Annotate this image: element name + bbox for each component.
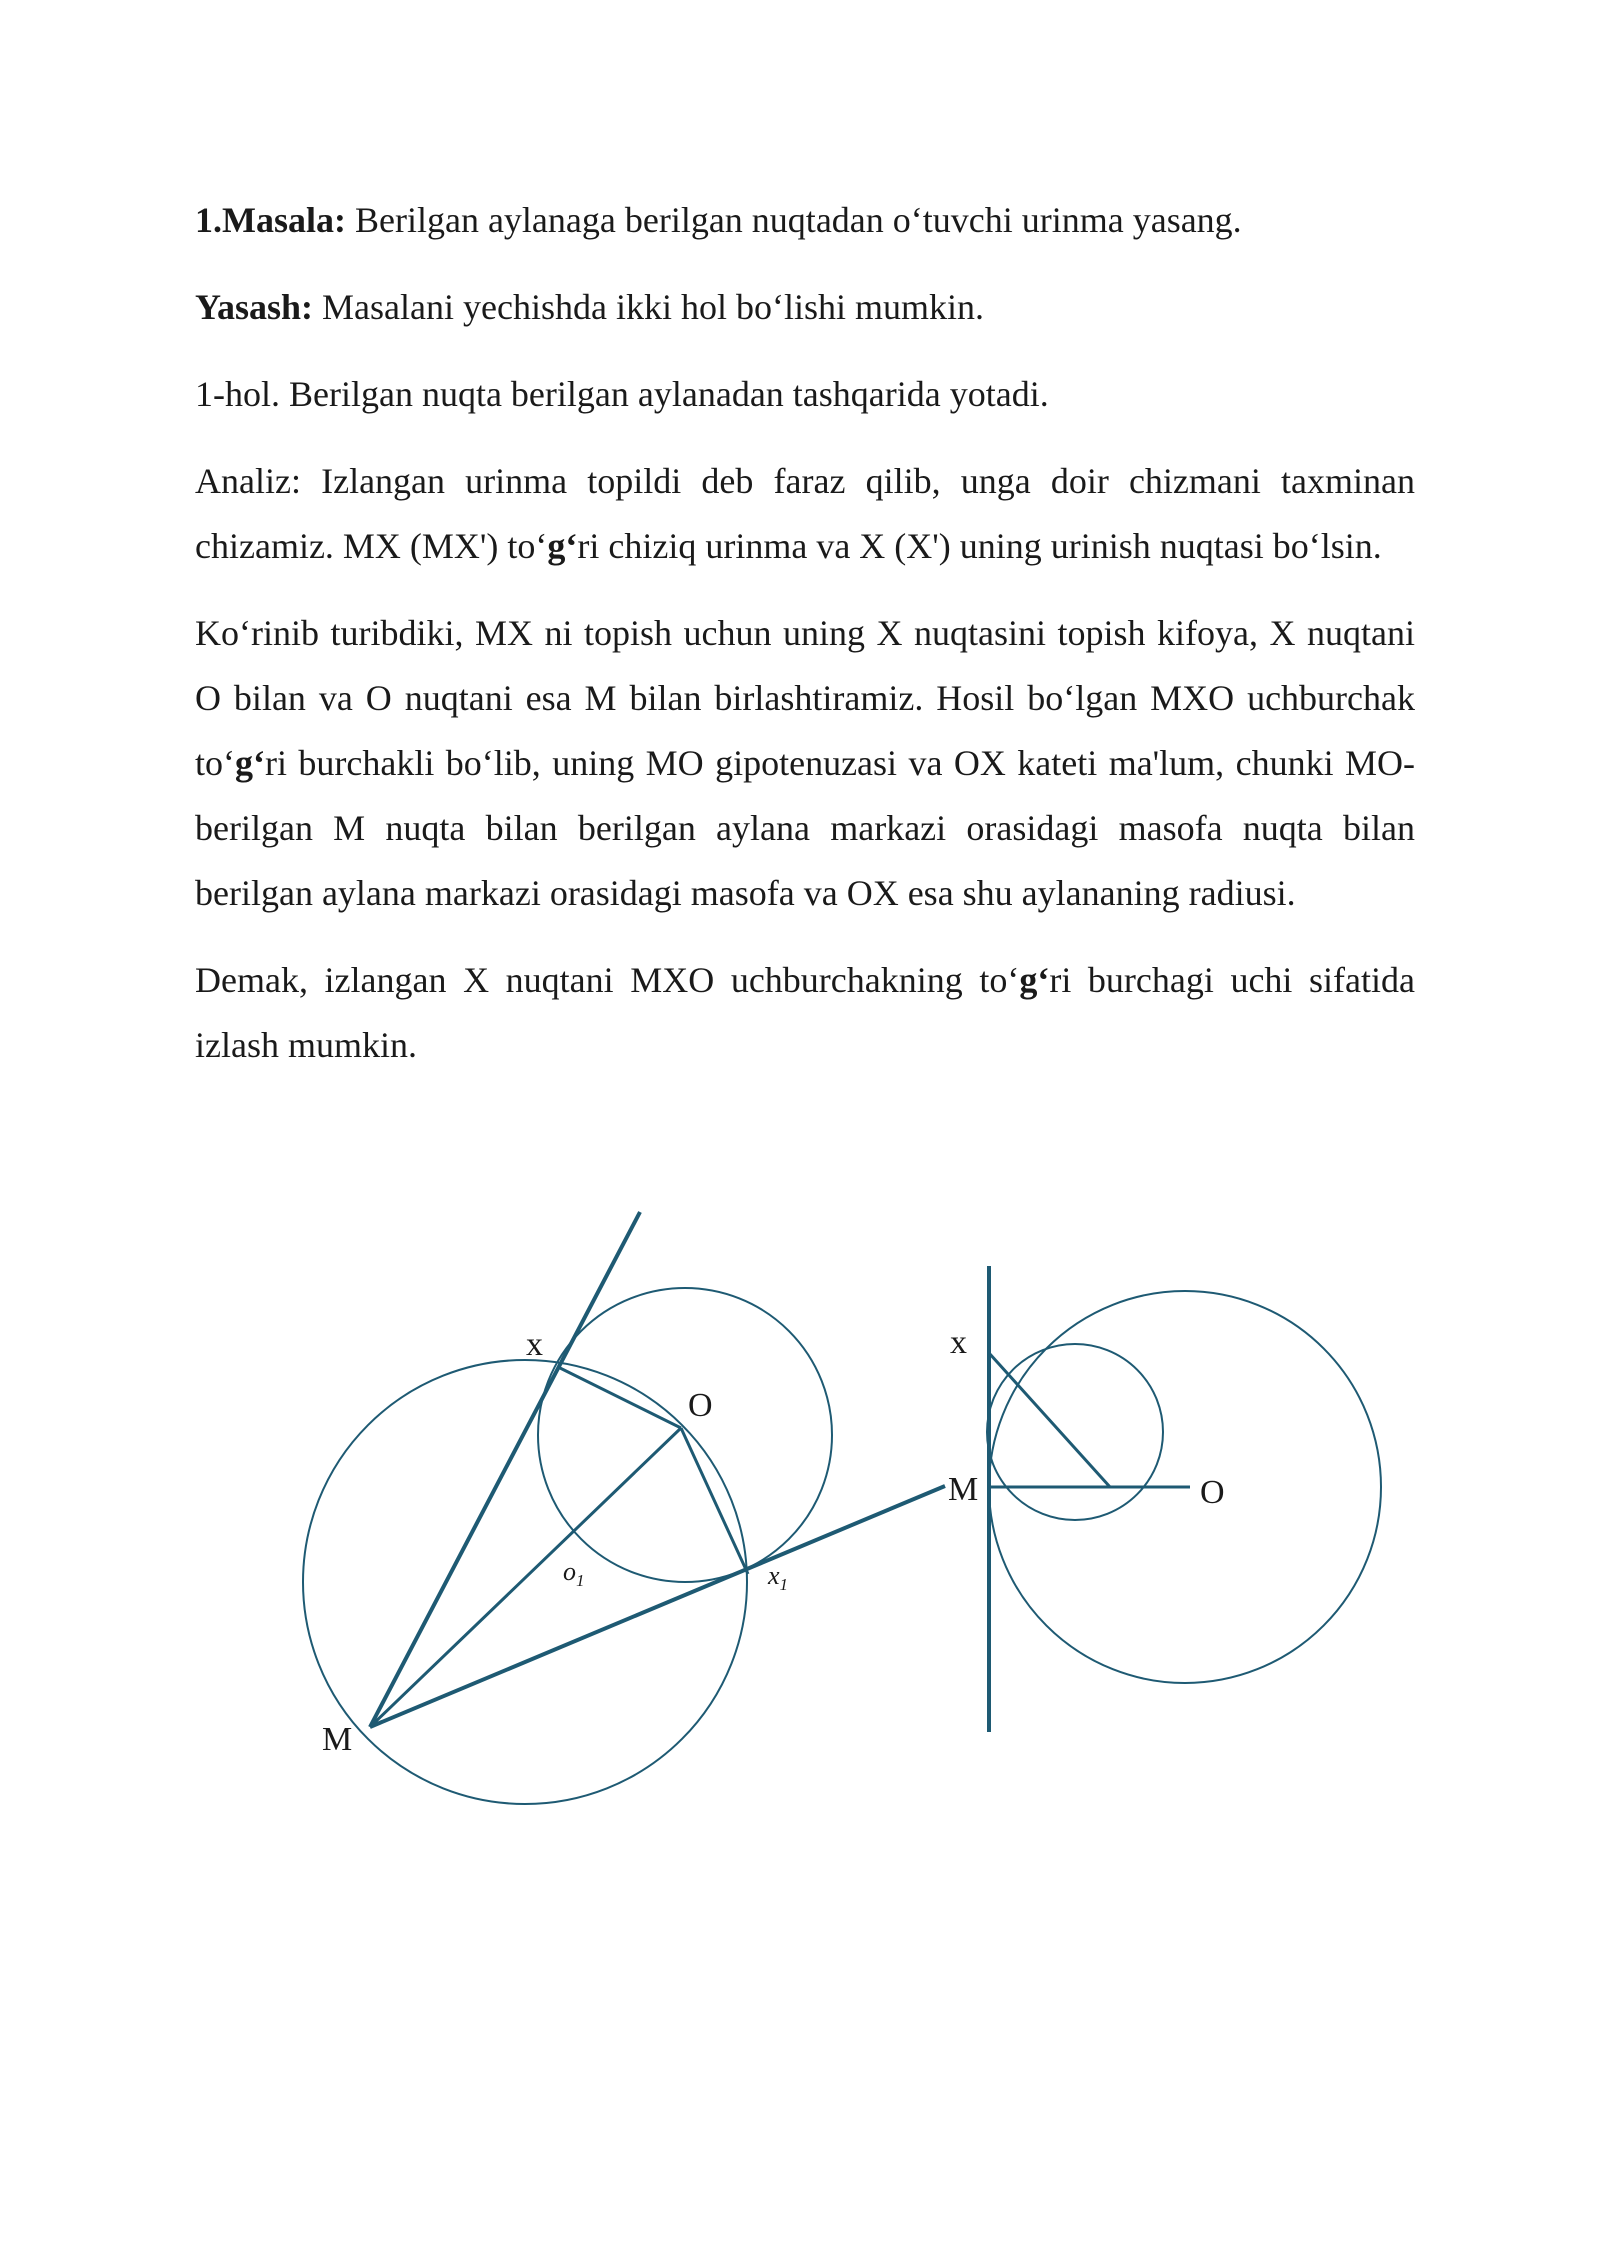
- right-label-m: M: [948, 1471, 979, 1508]
- paragraph-construction: [195, 275, 1415, 340]
- tangent-line-mx: [370, 1212, 640, 1727]
- problem-text: Berilgan aylanaga berilgan nuqtadan o‘tuvchi urinma yasang.: [345, 200, 1242, 240]
- paragraph-conclusion: Demak, izlangan X nuqtani MXO uchburchakning to‘g‘ri burchagi uchi sifatida izlash mumkin.: [195, 960, 1415, 1065]
- construction-label: Yasash:: [195, 287, 314, 327]
- label-x: x: [526, 1326, 543, 1363]
- case1-text: 1-hol. Berilgan nuqta berilgan aylanadan tashqarida yotadi.: [195, 374, 1049, 414]
- text-block: [195, 188, 1415, 1100]
- segment-mo: [370, 1428, 681, 1727]
- paragraph-explanation: Ko‘rinib turibdiki, MX ni topish uchun uning X nuqtasini topish kifoya, X nuqtani O bilan va O nuqtani esa M bilan birlashtiramiz. Hosil bo‘lgan MXO uchburchak to‘g‘ri burchakli bo‘lib, uning MO gipotenuzasi va OX kateti ma'lum, chunki MO- berilgan M nuqta bilan berilgan aylana markazi orasidagi masofa nuqta bilan berilgan aylana markazi orasidagi masofa va OX esa shu aylananing radiusi.: [195, 613, 1415, 913]
- label-m: M: [322, 1721, 353, 1758]
- segment-ox1: [681, 1428, 748, 1574]
- label-o1: $o_1$: [563, 1557, 585, 1590]
- segment-xo: [558, 1367, 681, 1428]
- paragraph-problem: [195, 188, 1415, 253]
- problem-label: 1.Masala:: [195, 200, 346, 240]
- paragraph-case1: [195, 362, 1415, 427]
- right-label-x: x: [950, 1324, 967, 1361]
- paragraph-analysis: Analiz: Izlangan urinma topildi deb faraz qilib, unga doir chizmani taxminan chizamiz. MX (MX') to‘g‘ri chiziq urinma va X (X') uning urinish nuqtasi bo‘lsin.: [195, 461, 1415, 566]
- right-small-circle: [987, 1344, 1163, 1520]
- tangent-line-mx1: [370, 1486, 945, 1727]
- construction-text: Masalani yechishda ikki hol bo‘lishi mumkin.: [313, 287, 984, 327]
- right-segment-xo: [989, 1353, 1110, 1487]
- geometry-figure: [0, 1190, 1600, 1830]
- right-label-o: O: [1200, 1474, 1225, 1511]
- label-x1: $x_1$: [768, 1561, 789, 1594]
- figure-svg: [0, 1190, 1600, 1830]
- label-o: O: [688, 1387, 713, 1424]
